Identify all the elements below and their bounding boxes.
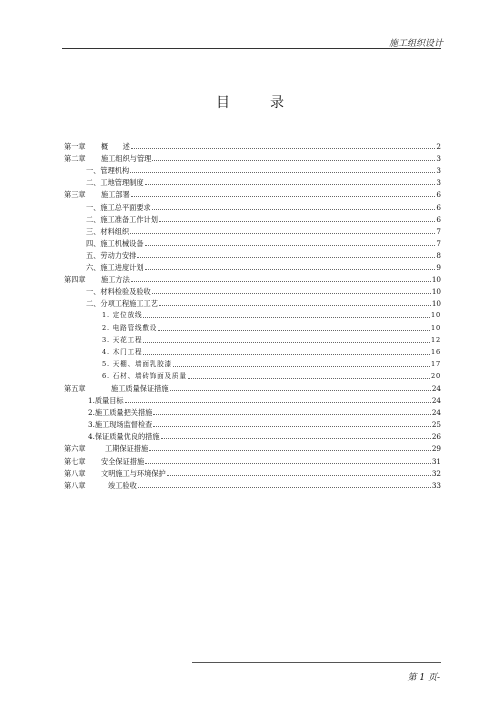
toc-chapter-number: 第四章	[64, 275, 86, 285]
toc-entry[interactable]	[64, 260, 441, 272]
toc-chapter-number: 第八章	[64, 480, 86, 490]
header-rule	[62, 48, 441, 49]
toc-leader-dots	[153, 414, 430, 415]
toc-entry-title: 工期保证措施	[105, 444, 149, 454]
toc-entry-title: 施工组织与管理	[101, 154, 152, 164]
toc-leader-dots	[153, 426, 430, 427]
toc-leader-dots	[145, 269, 436, 270]
toc-chapter-number: 第一章	[64, 142, 86, 152]
toc-entry[interactable]	[64, 393, 441, 405]
toc-page-number: 17	[431, 359, 441, 368]
toc-entry[interactable]	[64, 405, 441, 417]
toc-leader-dots	[145, 245, 436, 246]
toc-entry[interactable]	[64, 212, 441, 224]
toc-leader-dots	[131, 281, 431, 282]
toc-entry-title: 五、劳动力安排	[86, 250, 137, 260]
toc-entry[interactable]	[64, 381, 441, 393]
toc-chapter-number: 第三章	[64, 190, 86, 200]
toc-entry-title: 施工部署	[101, 190, 130, 200]
toc-leader-dots	[145, 463, 431, 464]
toc-entry-title: 三、材料组织	[86, 226, 130, 236]
footer-rule	[192, 662, 441, 663]
toc-heading-char-1: 目	[216, 95, 230, 111]
toc-entry-title: 二、工地管理制度	[86, 178, 144, 188]
toc-page-number: 6	[436, 202, 441, 212]
toc-entry[interactable]	[64, 333, 441, 345]
toc-entry-title: 1.质量目标	[88, 396, 124, 406]
toc-entry[interactable]	[64, 478, 441, 490]
toc-leader-dots	[130, 233, 435, 234]
toc-entry[interactable]	[64, 441, 441, 453]
toc-entry-title: 4. 木门工程	[102, 347, 143, 356]
toc-entry-title: 概 述	[101, 142, 130, 152]
running-header: 施工组织设计	[388, 39, 443, 49]
toc-leader-dots	[149, 450, 431, 451]
toc-entry[interactable]	[64, 224, 441, 236]
toc-leader-dots	[152, 160, 435, 161]
toc-leader-dots	[138, 487, 431, 488]
page-number: 第 1 页-	[407, 673, 440, 683]
toc-entry-title: 2. 电路管线敷设	[102, 323, 158, 332]
toc-leader-dots	[159, 305, 431, 306]
toc-entry-title: 1. 定位放线	[102, 311, 143, 320]
toc-leader-dots	[158, 330, 430, 331]
toc-entry[interactable]	[64, 296, 441, 308]
toc-entry[interactable]	[64, 357, 441, 369]
toc-entry-title: 3.施工现场监督检查	[88, 420, 153, 430]
toc-chapter-number: 第八章	[64, 468, 86, 478]
toc-page-number: 10	[431, 287, 441, 297]
toc-entry-title: 3. 天花工程	[102, 335, 143, 344]
toc-entry-title: 2.施工质量把关措施	[88, 408, 153, 418]
toc-chapter-number: 第二章	[64, 154, 86, 164]
toc-entry[interactable]	[64, 369, 441, 381]
toc-page-number: 31	[431, 456, 441, 466]
toc-entry-title: 5. 天棚、墙面乳胶漆	[102, 359, 172, 368]
toc-entry[interactable]	[64, 163, 441, 175]
toc-leader-dots	[143, 317, 430, 318]
toc-page-number: 24	[431, 408, 441, 418]
toc-entry[interactable]	[64, 187, 441, 199]
toc-entry-title: 4.保证质量优良的措施	[88, 432, 160, 442]
toc-page-number: 24	[431, 383, 441, 393]
toc-page-number: 29	[431, 444, 441, 454]
toc-entry-title: 一、管理机构	[86, 166, 130, 176]
toc-entry[interactable]	[64, 199, 441, 211]
toc-page-number: 10	[431, 275, 441, 285]
table-of-contents	[64, 139, 441, 490]
toc-page-number: 9	[436, 263, 441, 273]
toc-page-number: 20	[431, 371, 441, 380]
toc-entry-title: 文明施工与环境保护	[101, 468, 166, 478]
toc-entry[interactable]	[64, 151, 441, 163]
toc-leader-dots	[130, 172, 435, 173]
toc-page-number: 25	[431, 420, 441, 430]
toc-entry[interactable]	[64, 248, 441, 260]
toc-leader-dots	[125, 402, 431, 403]
toc-entry-title: 竣工验收	[108, 480, 137, 490]
toc-leader-dots	[161, 438, 431, 439]
toc-heading-char-2: 录	[270, 95, 284, 111]
toc-leader-dots	[145, 184, 436, 185]
toc-entry-title: 二、分项工程施工工艺	[86, 299, 158, 309]
toc-entry-title: 施工质量保证措施	[111, 383, 169, 393]
toc-page-number: 10	[431, 299, 441, 309]
toc-chapter-number: 第五章	[64, 383, 86, 393]
toc-entry[interactable]	[64, 320, 441, 332]
toc-leader-dots	[137, 257, 435, 258]
toc-leader-dots	[131, 148, 436, 149]
toc-entry[interactable]	[64, 284, 441, 296]
toc-entry-title: 一、材料检验及验收	[86, 287, 151, 297]
toc-page-number: 3	[436, 178, 441, 188]
toc-leader-dots	[143, 342, 430, 343]
toc-leader-dots	[143, 354, 430, 355]
toc-entry[interactable]	[64, 272, 441, 284]
toc-page-number: 33	[431, 480, 441, 490]
toc-page-number: 2	[436, 142, 441, 152]
toc-page-number: 6	[436, 190, 441, 200]
toc-leader-dots	[167, 475, 431, 476]
toc-page-number: 3	[436, 166, 441, 176]
toc-page-number: 8	[436, 250, 441, 260]
toc-leader-dots	[131, 196, 436, 197]
toc-entry-title: 二、施工准备工作计划	[86, 214, 158, 224]
toc-page-number: 12	[431, 335, 441, 344]
toc-entry-title: 施工方法	[101, 275, 130, 285]
toc-entry[interactable]	[64, 417, 441, 429]
toc-entry-title: 四、施工机械设备	[86, 238, 144, 248]
toc-entry[interactable]	[64, 139, 441, 151]
toc-entry[interactable]	[64, 453, 441, 465]
toc-leader-dots	[188, 378, 430, 379]
toc-entry[interactable]	[64, 466, 441, 478]
toc-page-number: 3	[436, 154, 441, 164]
toc-entry-title: 一、施工总平面要求	[86, 202, 151, 212]
toc-page-number: 10	[431, 311, 441, 320]
toc-entry[interactable]	[64, 236, 441, 248]
toc-entry[interactable]	[64, 345, 441, 357]
toc-page-number: 24	[431, 396, 441, 406]
toc-entry[interactable]	[64, 175, 441, 187]
toc-page-number: 7	[436, 238, 441, 248]
toc-entry-title: 安全保证措施	[101, 456, 145, 466]
toc-chapter-number: 第六章	[64, 444, 86, 454]
toc-chapter-number: 第七章	[64, 456, 86, 466]
toc-page-number: 7	[436, 226, 441, 236]
toc-heading	[216, 92, 284, 112]
toc-entry[interactable]	[64, 429, 441, 441]
toc-leader-dots	[170, 390, 431, 391]
toc-page-number: 26	[431, 432, 441, 442]
toc-page-number: 32	[431, 468, 441, 478]
toc-page-number: 16	[431, 347, 441, 356]
toc-entry[interactable]	[64, 308, 441, 320]
toc-page-number: 10	[431, 323, 441, 332]
toc-leader-dots	[173, 366, 430, 367]
toc-page-number: 6	[436, 214, 441, 224]
toc-leader-dots	[152, 293, 431, 294]
toc-entry-title: 六、施工进度计划	[86, 263, 144, 273]
toc-entry-title: 6. 石材、墙砖饰面及质量	[102, 371, 187, 380]
toc-leader-dots	[152, 209, 436, 210]
toc-leader-dots	[159, 221, 436, 222]
